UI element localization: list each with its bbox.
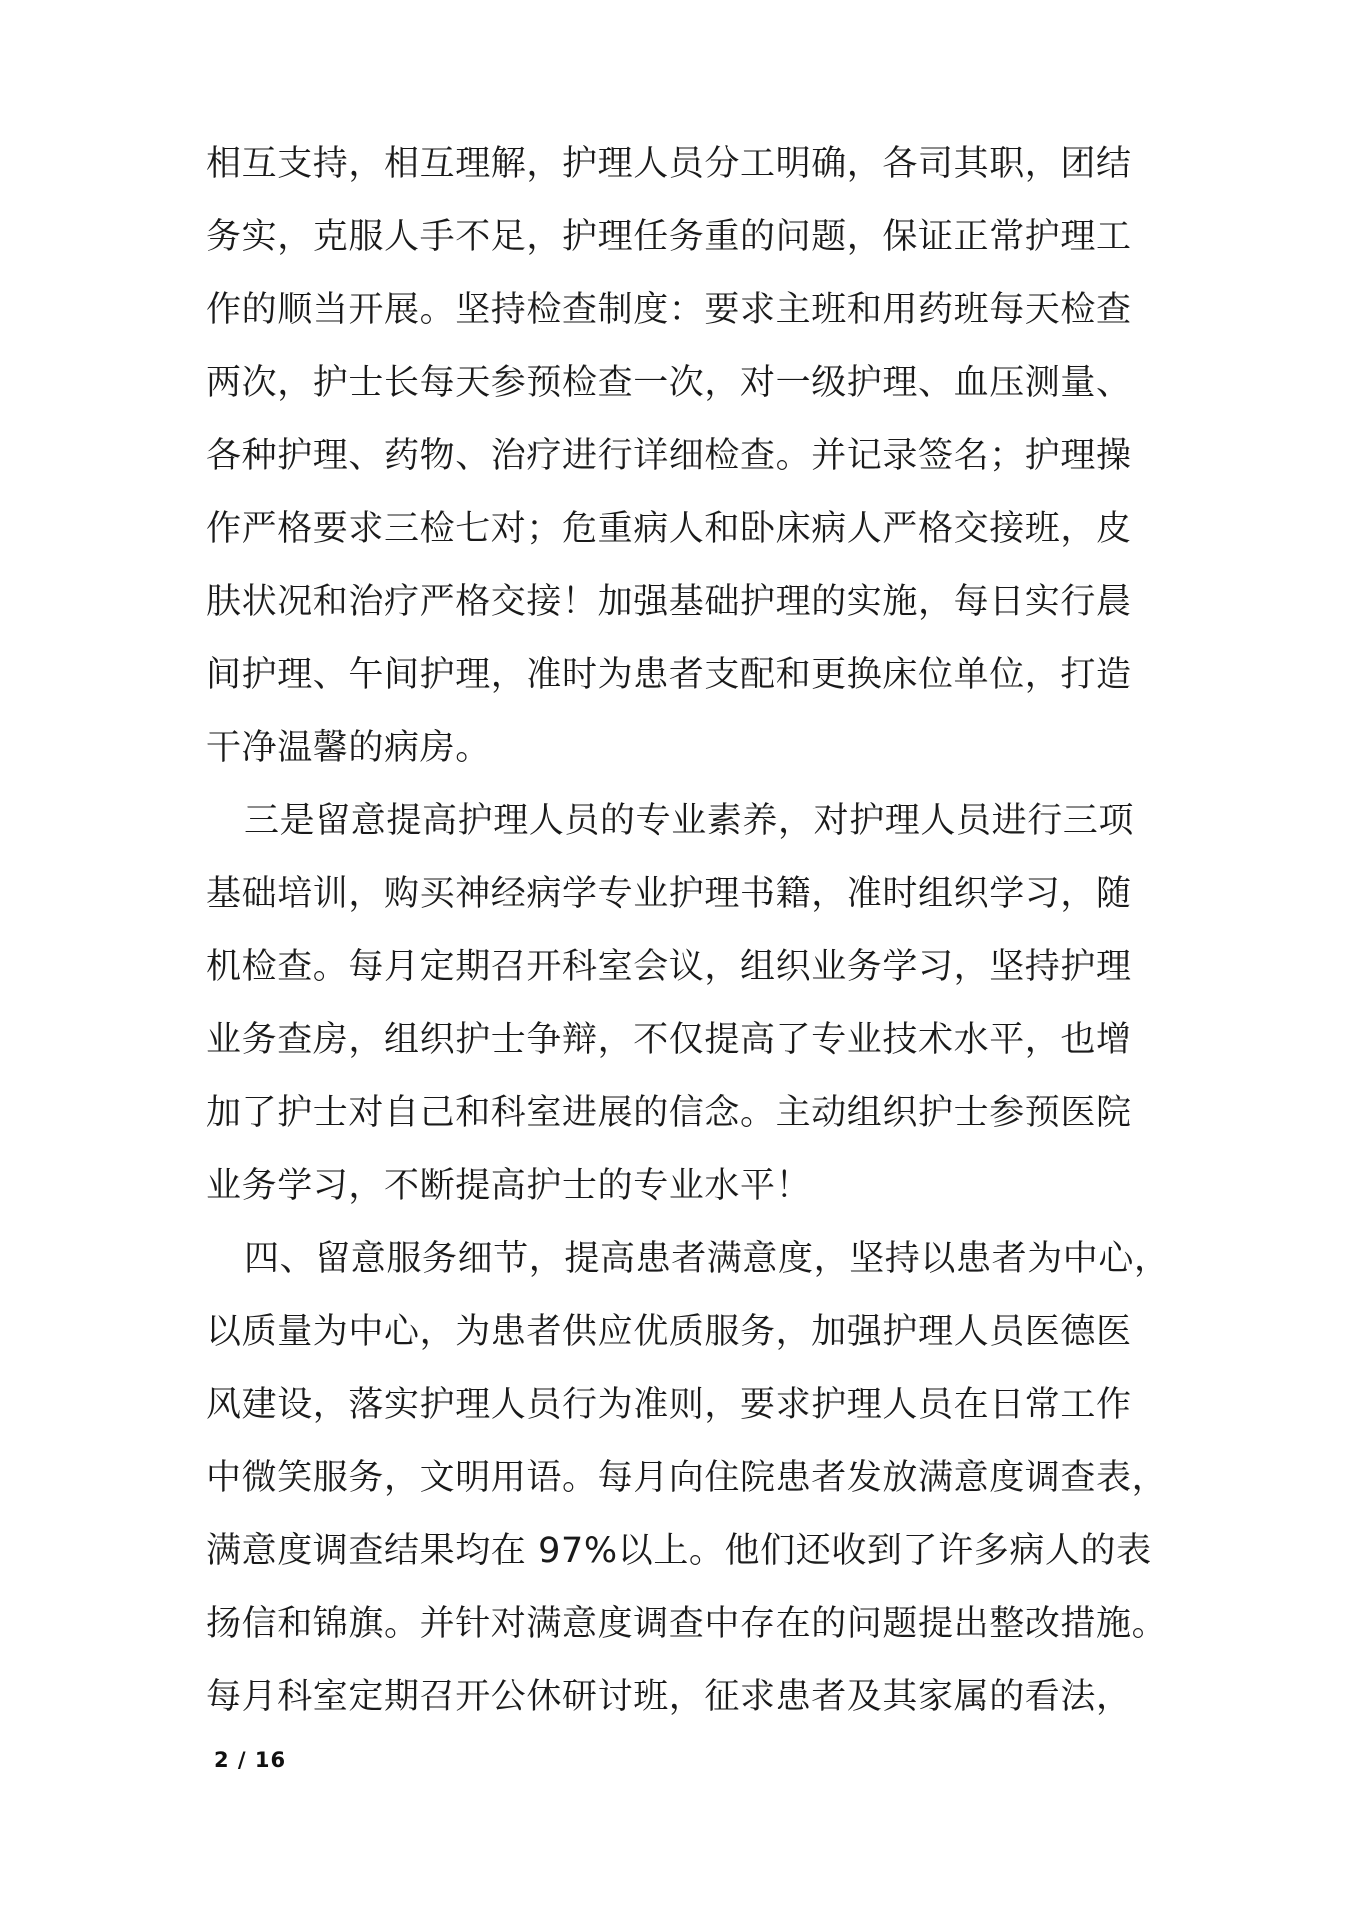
- text-line: 作的顺当开展。坚持检查制度：要求主班和用药班每天检查: [206, 290, 1132, 330]
- text-line: 业务学习，不断提高护士的专业水平！: [206, 1166, 812, 1206]
- text-line: 机检查。每月定期召开科室会议，组织业务学习，坚持护理: [206, 947, 1132, 987]
- text-line: 干净温馨的病房。: [206, 728, 491, 768]
- text-line: 以质量为中心，为患者供应优质服务，加强护理人员医德医: [206, 1312, 1132, 1352]
- text-line: 四、留意服务细节，提高患者满意度，坚持以患者为中心，: [244, 1239, 1170, 1279]
- text-line: 加了护士对自己和科室进展的信念。主动组织护士参预医院: [206, 1093, 1132, 1133]
- text-line: 中微笑服务，文明用语。每月向住院患者发放满意度调查表，: [206, 1458, 1168, 1498]
- text-line: 肤状况和治疗严格交接！加强基础护理的实施，每日实行晨: [206, 582, 1132, 622]
- text-line: 务实，克服人手不足，护理任务重的问题，保证正常护理工: [206, 217, 1132, 257]
- page-number: 2 / 16: [214, 1748, 287, 1772]
- text-line: 两次，护士长每天参预检查一次，对一级护理、血压测量、: [206, 363, 1132, 403]
- text-line: 满意度调查结果均在 97%以上。他们还收到了许多病人的表: [206, 1531, 1152, 1571]
- text-line: 风建设，落实护理人员行为准则，要求护理人员在日常工作: [206, 1385, 1132, 1425]
- text-line: 相互支持，相互理解，护理人员分工明确，各司其职，团结: [206, 144, 1132, 184]
- text-line: 每月科室定期召开公休研讨班，征求患者及其家属的看法，: [206, 1677, 1132, 1717]
- text-line: 间护理、午间护理，准时为患者支配和更换床位单位，打造: [206, 655, 1132, 695]
- text-line: 三是留意提高护理人员的专业素养，对护理人员进行三项: [244, 801, 1135, 841]
- text-line: 作严格要求三检七对；危重病人和卧床病人严格交接班，皮: [206, 509, 1132, 549]
- body-text: [206, 128, 1181, 1734]
- text-line: 扬信和锦旗。并针对满意度调查中存在的问题提出整改措施。: [206, 1604, 1168, 1644]
- text-line: 各种护理、药物、治疗进行详细检查。并记录签名；护理操: [206, 436, 1132, 476]
- text-line: 基础培训，购买神经病学专业护理书籍，准时组织学习，随: [206, 874, 1132, 914]
- text-line: 业务查房，组织护士争辩，不仅提高了专业技术水平，也增: [206, 1020, 1132, 1060]
